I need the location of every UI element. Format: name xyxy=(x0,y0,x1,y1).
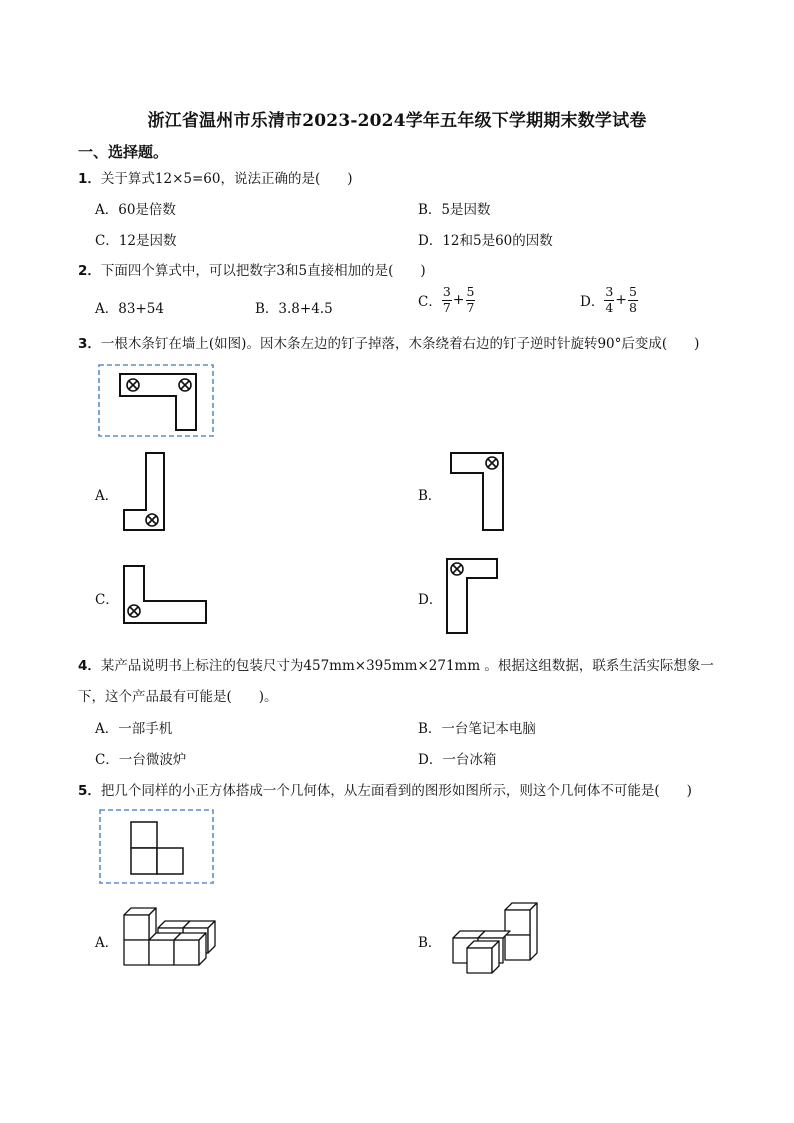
numerator: 5 xyxy=(629,284,637,299)
q4-option-a[interactable] xyxy=(95,717,172,737)
q5-option-b-figure xyxy=(443,898,549,980)
option-text: 5是因数 xyxy=(441,202,491,218)
q4-option-b[interactable] xyxy=(418,717,536,737)
option-label: B． xyxy=(255,301,279,317)
question-number: 4． xyxy=(78,658,101,674)
option-label: C． xyxy=(418,294,442,310)
left-view-squares xyxy=(131,822,183,874)
q3-option-d[interactable]: D． xyxy=(418,592,443,608)
question-4 xyxy=(78,654,714,674)
question-3 xyxy=(78,332,699,352)
q2-option-c[interactable] xyxy=(418,286,475,314)
wood-strip xyxy=(451,453,503,530)
option-text: 一台笔记本电脑 xyxy=(441,721,536,737)
option-text: 一台微波炉 xyxy=(118,752,187,768)
q5-left-view-figure xyxy=(97,807,217,883)
option-text: 3.8+4.5 xyxy=(278,301,333,317)
q1-option-b[interactable] xyxy=(418,198,491,218)
question-text: 把几个同样的小正方体搭成一个几何体，从左面看到的图形如图所示，则这个几何体不可能是( ) xyxy=(100,783,692,799)
q5-option-a[interactable]: A． xyxy=(95,935,119,951)
q3-option-b[interactable]: B． xyxy=(418,488,442,504)
numerator: 3 xyxy=(605,284,614,299)
option-text: 12是因数 xyxy=(118,233,177,249)
option-label: C． xyxy=(95,752,119,768)
question-number: 5． xyxy=(78,783,101,799)
question-text: 某产品说明书上标注的包装尺寸为457mm×395mm×271mm 。根据这组数据，联系生活实际想象一 xyxy=(100,658,714,674)
wood-strip xyxy=(447,559,497,633)
q3-reference-figure xyxy=(96,362,216,436)
plus-operator: + xyxy=(452,292,465,308)
q4-option-c[interactable] xyxy=(95,748,186,768)
exam-title: 浙江省温州市乐清市2023-2024学年五年级下学期期末数学试卷 xyxy=(147,111,647,131)
q3-option-a[interactable]: A． xyxy=(95,488,119,504)
option-text: 一部手机 xyxy=(118,721,173,737)
denominator: 7 xyxy=(466,299,475,315)
section-heading: 一、选择题。 xyxy=(78,143,169,161)
question-text: 一根木条钉在墙上(如图)。因木条左边的钉子掉落，木条绕着右边的钉子逆时针旋转90°后变成( ) xyxy=(100,336,700,352)
q5-option-b[interactable]: B． xyxy=(418,935,442,951)
q2-option-a[interactable] xyxy=(95,297,164,317)
question-text: 关于算式12×5=60，说法正确的是( ) xyxy=(100,171,353,187)
option-label: D． xyxy=(418,752,443,768)
question-1 xyxy=(78,167,353,187)
q1-option-d[interactable] xyxy=(418,229,553,249)
q3-option-b-figure xyxy=(447,450,509,534)
fraction xyxy=(604,286,614,314)
q2-option-d[interactable] xyxy=(580,286,638,314)
q3-option-a-figure xyxy=(120,450,182,534)
q3-option-c-figure xyxy=(120,563,212,629)
wood-strip xyxy=(124,566,206,623)
question-number: 3． xyxy=(78,336,101,352)
fraction xyxy=(466,286,476,314)
option-label: D． xyxy=(580,294,605,310)
denominator: 7 xyxy=(442,299,451,315)
option-label: C． xyxy=(95,233,119,249)
cube-stack xyxy=(453,903,537,973)
fraction xyxy=(442,286,452,314)
cube-stack xyxy=(124,908,215,965)
q3-option-d-figure xyxy=(444,556,502,636)
option-label: B． xyxy=(418,202,442,218)
fraction xyxy=(628,286,638,314)
numerator: 3 xyxy=(442,284,451,299)
q3-option-c[interactable]: C． xyxy=(95,592,119,608)
option-text: 一台冰箱 xyxy=(442,752,497,768)
option-text: 83+54 xyxy=(118,301,164,317)
plus-operator: + xyxy=(615,292,628,308)
option-text: 60是倍数 xyxy=(118,202,176,218)
numerator: 5 xyxy=(466,284,475,299)
option-label: D． xyxy=(418,233,443,249)
question-text: 下面四个算式中，可以把数字3和5直接相加的是( ) xyxy=(100,263,426,279)
option-label: B． xyxy=(418,721,442,737)
question-number: 1． xyxy=(78,171,101,187)
q2-option-b[interactable] xyxy=(255,297,333,317)
question-2 xyxy=(78,259,426,279)
q4-option-d[interactable] xyxy=(418,748,496,768)
q1-option-a[interactable] xyxy=(95,198,176,218)
option-label: A． xyxy=(95,721,119,737)
option-text: 12和5是60的因数 xyxy=(442,233,553,249)
q1-option-c[interactable] xyxy=(95,229,177,249)
question-number: 2． xyxy=(78,263,101,279)
question-5 xyxy=(78,779,692,799)
question-4-line-2: 下，这个产品最有可能是( )。 xyxy=(78,689,278,705)
denominator: 8 xyxy=(629,299,637,315)
option-label: A． xyxy=(95,202,119,218)
denominator: 4 xyxy=(605,299,614,315)
q5-option-a-figure xyxy=(120,903,226,975)
option-label: A． xyxy=(95,301,119,317)
